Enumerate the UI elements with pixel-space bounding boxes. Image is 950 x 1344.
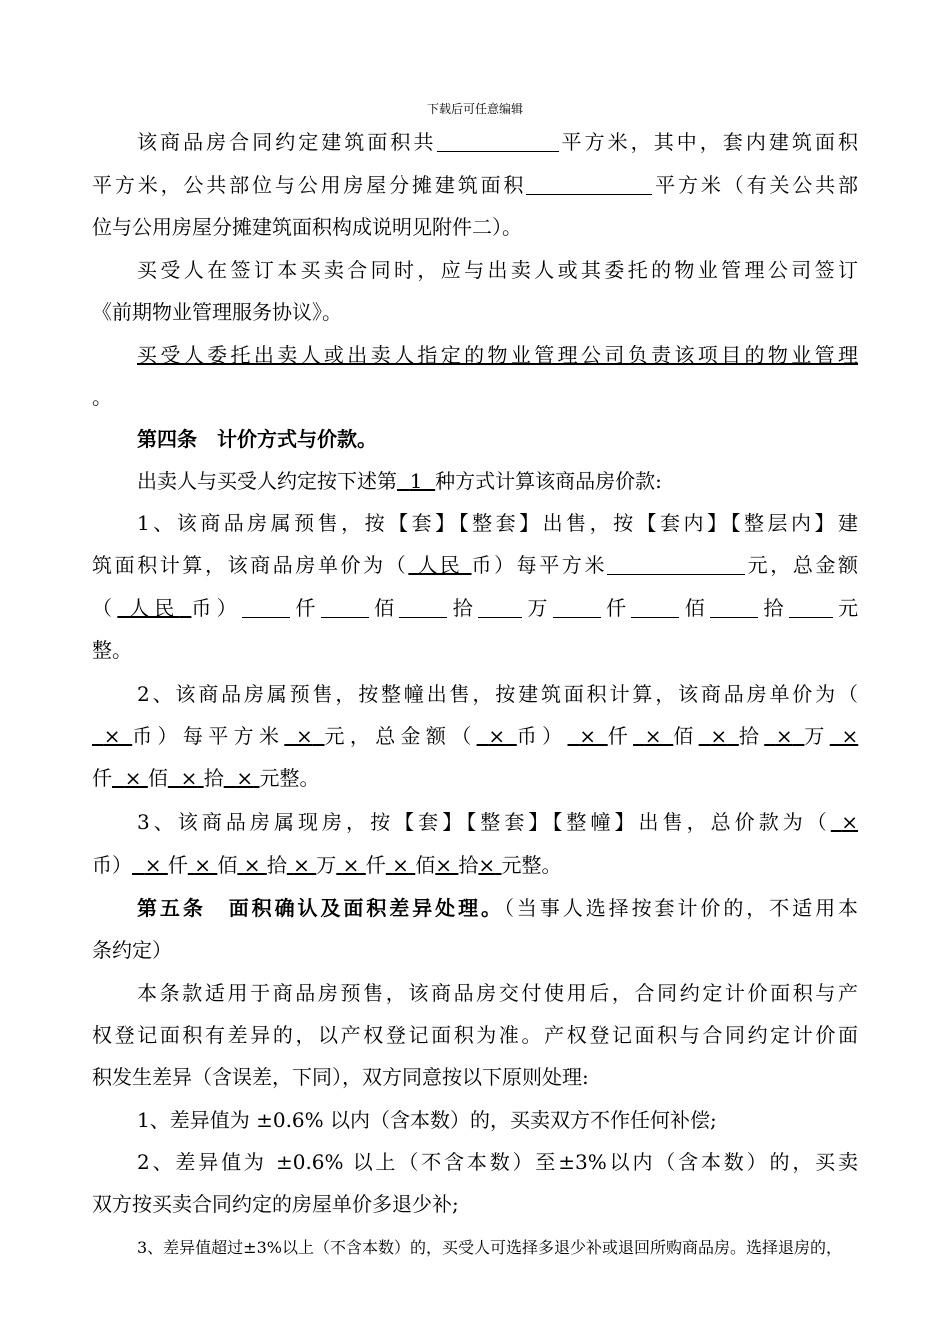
blank-field bbox=[607, 554, 745, 575]
paragraph-line: 位与公用房屋分摊建筑面积构成说明见附件二）。 bbox=[92, 215, 522, 239]
paragraph-line: 本条款适用于商品房预售，该商品房交付使用后，合同约定计价面积与产 bbox=[137, 981, 858, 1005]
paragraph-line: 仟 × 佰 × 拾 × 元整。 bbox=[92, 766, 320, 790]
paragraph-line: 出卖人与买受人约定按下述第 1 种方式计算该商品房价款: bbox=[137, 469, 662, 493]
paragraph-line: 买受人在签订本买卖合同时，应与出卖人或其委托的物业管理公司签订 bbox=[137, 258, 858, 282]
paragraph-line: 权登记面积有差异的，以产权登记面积为准。产权登记面积与合同约定计价面 bbox=[92, 1023, 858, 1047]
paragraph-line: 该商品房合同约定建筑面积共 平方米，其中，套内建筑面积 bbox=[137, 130, 858, 154]
paragraph-line: 条约定） bbox=[92, 938, 172, 962]
paragraph-line: 1、该商品房属预售，按【套】【整套】出售，按【套内】【整层内】建 bbox=[137, 511, 858, 535]
paragraph-line: 双方按买卖合同约定的房屋单价多退少补; bbox=[92, 1192, 459, 1216]
paragraph-line: 1、差异值为 ±0.6% 以内（含本数）的，买卖双方不作任何补偿; bbox=[137, 1108, 717, 1132]
article-title: 第四条 计价方式与价款。 bbox=[137, 427, 377, 451]
paragraph-line: 币） × 仟 × 佰 × 拾 × 万 × 仟 × 佰× 拾× 元整。 bbox=[92, 853, 562, 877]
paragraph-line: 2、差异值为 ±0.6% 以上（不含本数）至±3%以内（含本数）的，买卖 bbox=[137, 1150, 858, 1174]
paragraph-line: 筑面积计算，该商品房单价为（ 人民 币）每平方米 元，总金额 bbox=[92, 553, 859, 577]
paragraph-line: 整。 bbox=[92, 638, 132, 662]
page-header: 下载后可任意编辑 bbox=[426, 102, 523, 116]
paragraph-line: 第五条 面积确认及面积差异处理。（当事人选择按套计价的，不适用本 bbox=[137, 896, 859, 920]
paragraph-line: 3、差异值超过±3%以上（不含本数）的，买受人可选择多退少补或退回所购商品房。选择退房的， bbox=[137, 1238, 842, 1257]
paragraph-line: 。 bbox=[92, 385, 112, 409]
paragraph-line: 平方米，公共部位与公用房屋分摊建筑面积 平方米（有关公共部 bbox=[92, 173, 859, 197]
paragraph-line: （ 人民 币） 仟 佰 拾 万 仟 佰 拾 元 bbox=[92, 596, 859, 620]
paragraph-line: 《前期物业管理服务协议》。 bbox=[92, 300, 342, 324]
article-title: 第五条 面积确认及面积差异处理。 bbox=[137, 896, 504, 920]
paragraph-line: 积发生差异（含误差，下同），双方同意按以下原则处理: bbox=[92, 1065, 589, 1089]
paragraph-line: × 币）每平方米 × 元，总金额（ × 币） × 仟 × 佰 × 拾 × 万 × bbox=[103, 724, 859, 748]
blank-field bbox=[526, 174, 652, 195]
blank-field bbox=[437, 131, 559, 152]
paragraph-line: 3、该商品房属现房，按【套】【整套】【整幢】出售，总价款为（ × bbox=[137, 810, 858, 834]
paragraph-line: 买受人委托出卖人或出卖人指定的物业管理公司负责该项目的物业管理 bbox=[137, 343, 858, 367]
paragraph-line: 2、该商品房属预售，按整幢出售，按建筑面积计算，该商品房单价为（ bbox=[137, 682, 858, 706]
